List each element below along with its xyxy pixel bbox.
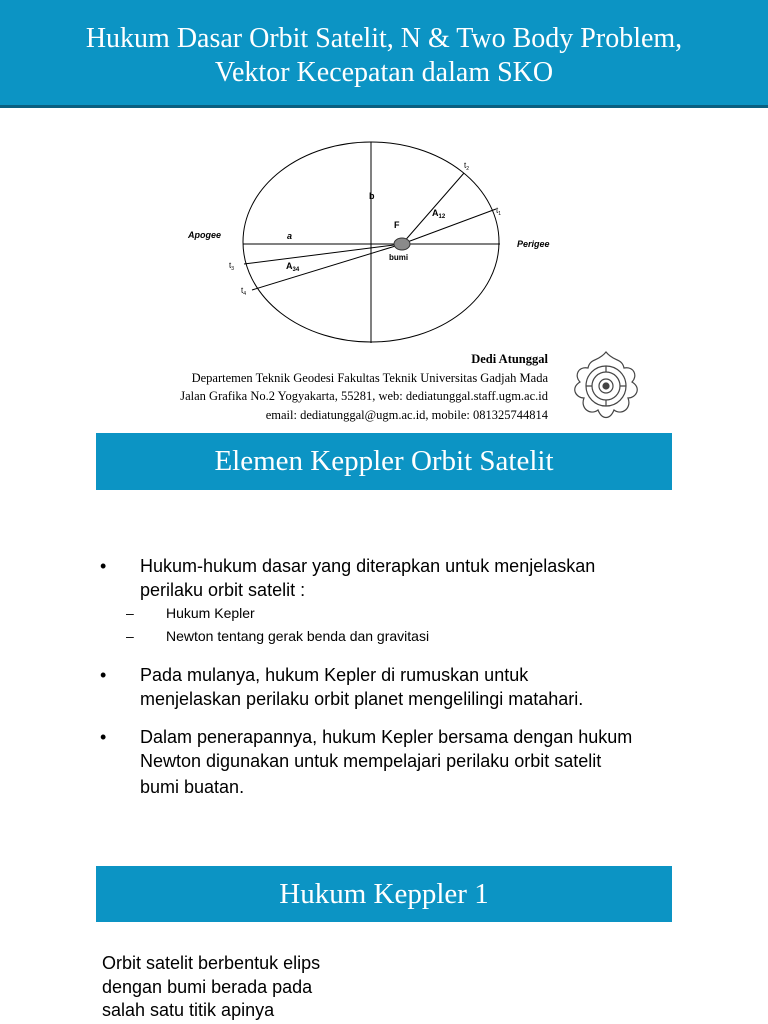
sub-item-text: Newton tentang gerak benda dan gravitasi (166, 628, 430, 644)
radius-t1 (402, 209, 496, 244)
author-affiliation: Departemen Teknik Geodesi Fakultas Teknik Universitas Gadjah Mada (191, 370, 548, 385)
label-apogee: Apogee (188, 230, 222, 240)
label-A12: $A_{12}$ (432, 208, 446, 220)
section-title: Elemen Keppler Orbit Satelit (214, 445, 554, 477)
bullet-line: Dalam penerapannya, hukum Kepler bersama dengan hukum (140, 727, 633, 747)
bullet-line: Newton digunakan untuk mempelajari perilaku orbit satelit (140, 751, 602, 771)
earth-focus (394, 238, 410, 250)
author-name: Dedi Atunggal (471, 352, 548, 366)
university-seal-logo (568, 348, 644, 424)
bullet-text (140, 725, 680, 799)
kepler-1-paragraph (102, 952, 402, 1023)
paragraph-line: salah satu titik apinya (102, 1000, 275, 1020)
paragraph-line: Orbit satelit berbentuk elips (102, 953, 321, 973)
bullet-line: menjelaskan perilaku orbit planet mengelilingi matahari. (140, 689, 584, 709)
bullet-text (140, 663, 680, 711)
bullet-text (140, 554, 680, 602)
bullet-marker: • (100, 727, 107, 747)
bullet-marker: • (100, 556, 107, 576)
section-banner-elemen-keppler (96, 433, 672, 490)
radius-t4 (252, 244, 402, 290)
title-line-2: Vektor Kecepatan dalam SKO (214, 57, 554, 88)
label-b: b (369, 191, 375, 201)
bullet-line: Pada mulanya, hukum Kepler di rumuskan untuk (140, 665, 529, 685)
bullet-marker: • (100, 665, 107, 685)
label-F: F (394, 220, 400, 230)
section-banner-hukum-keppler-1 (96, 866, 672, 922)
section-title: Hukum Keppler 1 (279, 878, 489, 910)
bullet-line: bumi buatan. (140, 777, 245, 797)
label-perigee: Perigee (517, 239, 550, 249)
label-t4: $t_4$ (241, 286, 247, 297)
paragraph-line: dengan bumi berada pada (102, 976, 313, 997)
label-t1: $t_1$ (496, 206, 502, 217)
label-bumi: bumi (389, 253, 409, 262)
author-contact: email: dediatunggal@ugm.ac.id, mobile: 081325744814 (265, 407, 548, 422)
author-block (110, 350, 548, 424)
author-address: Jalan Grafika No.2 Yogyakarta, 55281, web: dediatunggal.staff.ugm.ac.id (180, 389, 548, 403)
sub-item-marker: – (126, 605, 134, 621)
sub-item-marker: – (126, 628, 134, 644)
page-title (0, 0, 768, 90)
header-bar (0, 0, 768, 108)
label-t2: $t_2$ (464, 161, 470, 172)
sub-item-text: Hukum Kepler (166, 605, 255, 621)
label-t3: $t_3$ (229, 261, 235, 272)
bullet-line: Hukum-hukum dasar yang diterapkan untuk menjelaskan (140, 556, 596, 576)
radius-t3 (244, 244, 402, 264)
label-a: a (287, 231, 293, 241)
orbit-ellipse-diagram (180, 140, 560, 350)
title-line-1: Hukum Dasar Orbit Satelit, N & Two Body Problem, (85, 23, 683, 54)
bullet-line: perilaku orbit satelit : (140, 580, 306, 600)
label-A34: $A_{34}$ (286, 261, 300, 273)
